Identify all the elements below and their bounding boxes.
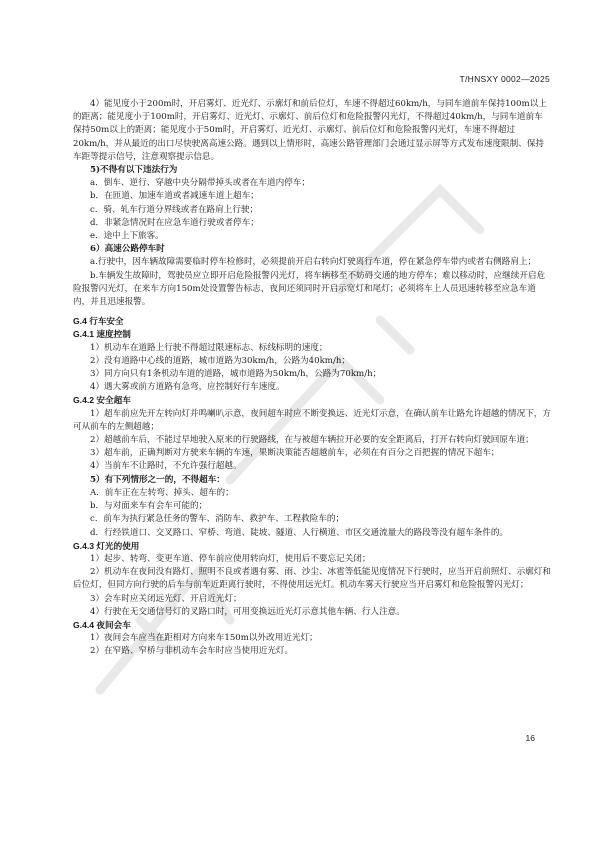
paragraph: b．在匝道、加速车道或者减速车道上超车； <box>90 191 259 202</box>
document-id: T/HNSXY 0002—2025 <box>459 74 550 84</box>
paragraph: 2）在窄路、窄桥与非机动车会车时应当使用近光灯。 <box>90 646 294 657</box>
paragraph: 2）没有道路中心线的道路，城市道路为30km/h，公路为40km/h； <box>90 355 350 366</box>
document-body <box>73 98 551 659</box>
paragraph: 1）超车前应先开左转向灯并鸣喇叭示意，夜间超车时应不断变换远、近光灯示意，在确认前车让路允许超越的情况下，方可从前车的左侧超越； <box>73 408 551 432</box>
paragraph: 3）同方向只有1条机动车道的道路，城市道路为50km/h，公路为70km/h； <box>90 369 382 380</box>
section-heading: G.4 行车安全 <box>73 316 124 327</box>
paragraph: 3）会车时应关闭远光灯、开启近光灯； <box>90 593 242 604</box>
page-number: 16 <box>525 733 535 743</box>
paragraph: b．与对面来车有会车可能的； <box>90 501 208 512</box>
paragraph: d．非紧急情况时在应急车道行驶或者停车； <box>90 217 259 228</box>
section-heading: G.4.1 速度控制 <box>73 329 131 340</box>
section-heading: G.4.3 灯光的使用 <box>73 540 140 551</box>
paragraph: c．骑、轧车行道分界线或者在路肩上行驶； <box>90 204 259 215</box>
section-heading: 5)不得有以下违法行为 <box>90 165 178 176</box>
paragraph: 3）超车前，正确判断对方驶来车辆的车速，果断决策能否超越前车，必须在有百分之百把握的情况下超车； <box>90 448 500 459</box>
paragraph: 4）行驶在无交通信号灯的叉路口时，可用变换远近光灯示意其他车辆、行人注意。 <box>90 606 405 617</box>
paragraph: 1）夜间会车应当在距相对方向来车150m以外改用近光灯； <box>90 633 318 644</box>
paragraph: 4）能见度小于200m时，开启雾灯、近光灯、示廓灯和前后位灯，车速不得超过60km/h，与同车道前车保持100m以上的距离；能见度小于100m时，开启雾灯、近光灯、示廓灯、前后位灯和危险报警闪光灯，不得超过40km/h，与同车道前车保持50m以上的距离；能见度小于50m时，开启雾灯、近光灯、示廓灯、前后位灯和危险报警闪光灯，车速不得超过20km/h，并从最近的出口尽快驶离高速公路。遇到以上情形时，高速公路管理部门会通过显示屏等方式发布速度限制、保持车距等提示信号，注意观察提示信息。 <box>73 99 547 162</box>
paragraph: 4）当前车不让路时，不允许强行超越。 <box>90 461 242 472</box>
paragraph: a．倒车、逆行、穿越中央分隔带掉头或者在车道内停车； <box>90 178 310 189</box>
paragraph: 4）遇大雾或前方道路有急弯，应控制好行车速度。 <box>90 382 285 393</box>
paragraph: c．前车为执行紧急任务的警车、消防车、救护车、工程救险车的； <box>90 514 345 525</box>
section-heading: 6）高速公路停车时 <box>90 244 165 255</box>
paragraph: 1）机动车在道路上行驶不得超过限速标志、标线标明的速度； <box>90 342 328 353</box>
paragraph: e．途中上下旅客。 <box>90 231 164 242</box>
paragraph: 2）超越前车后，不能过早地驶入原来的行驶路线，在与被超车辆拉开必要的安全距离后，打开右转向灯驶回原车道； <box>90 435 534 446</box>
paragraph: b.车辆发生故障时，驾驶员应立即开启危险报警闪光灯，将车辆移至不妨碍交通的地方停车；难以移动时，应继续开启危险报警闪光灯，在来车方向150m处设置警告标志，夜间还须同时开启示宽灯和尾灯；必须将车上人员迅速转移至应急车道内，并且迅速报警。 <box>73 270 546 308</box>
paragraph: 2）机动车在夜间没有路灯、照明不良或者遇有雾、雨、沙尘、冰雹等低能见度情况下行驶时，应当开启前照灯、示廓灯和后位灯，但同方向行驶的后车与前车近距离行驶时，不得使用远光灯。机动车雾天行驶应当开启雾灯和危险报警闪光灯； <box>73 567 551 591</box>
paragraph: A．前车正在左转弯、掉头、超车的； <box>90 487 234 498</box>
section-heading: G.4.2 安全超车 <box>73 395 131 406</box>
paragraph: a.行驶中，因车辆故障需要临时停车检修时，必须提前开启右转向灯驶离行车道，停在紧急停车带内或者右侧路肩上； <box>90 257 537 268</box>
paragraph: d．行经铁道口、交叉路口、窄桥、弯道、陡坡、隧道、人行横道、市区交通流量大的路段等没有超车条件的。 <box>90 527 509 538</box>
section-heading: G.4.4 夜间会车 <box>73 619 131 630</box>
section-heading: 5）有下列情形之一的，不得超车： <box>90 474 225 485</box>
paragraph: 1）起步、转弯、变更车道、停车前应使用转向灯，使用后不要忘记关闭； <box>90 553 371 564</box>
